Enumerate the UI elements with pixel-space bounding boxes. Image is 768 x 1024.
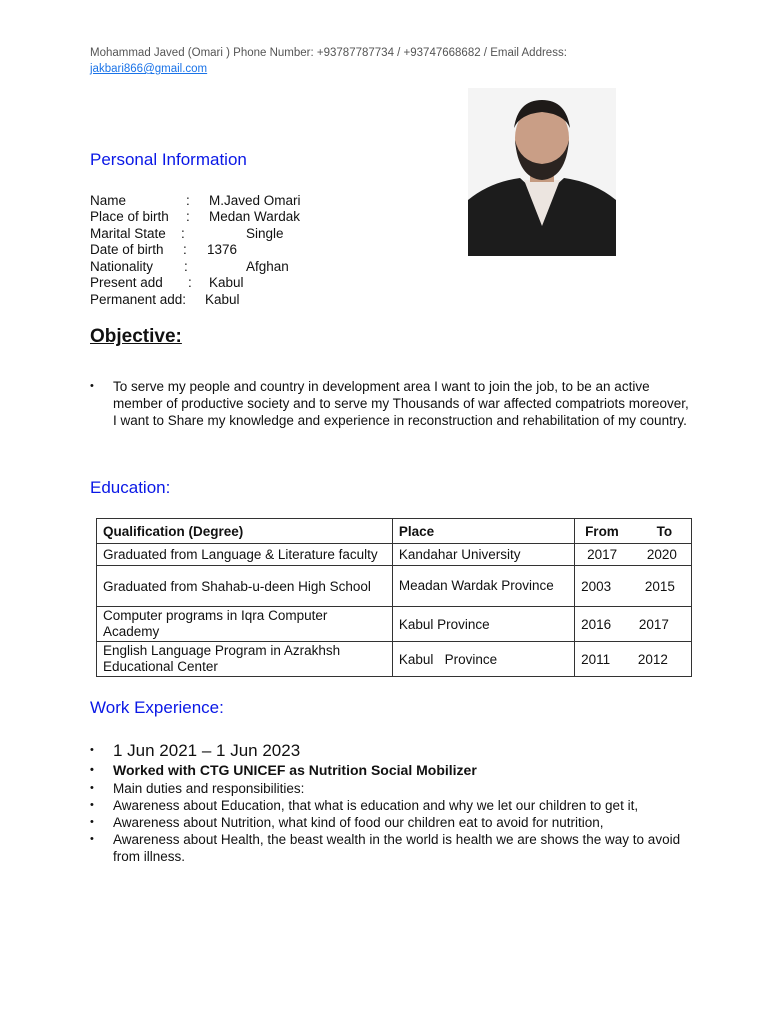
work-duty: • Awareness about Education, that what is education and why we let our children to get it, (90, 797, 690, 814)
cell-from: 2016 (581, 616, 612, 632)
col-qualification: Qualification (Degree) (97, 519, 393, 544)
work-role: • Worked with CTG UNICEF as Nutrition Social Mobilizer (90, 761, 690, 780)
cell-place: Kabul Province (392, 607, 574, 642)
personal-info-title: Personal Information (90, 150, 247, 169)
table-row (97, 642, 692, 677)
cell-from: 2003 (581, 578, 612, 594)
col-place: Place (392, 519, 574, 544)
cell-place: Kabul Province (392, 642, 574, 677)
pi-sep: : (183, 242, 187, 257)
cell-qualification: English Language Program in Azrakhsh Educational Center (97, 642, 393, 677)
cell-place: Kandahar University (392, 544, 574, 566)
pi-label: Date of birth (90, 242, 164, 257)
pi-label: Place of birth (90, 209, 169, 224)
col-to: To (656, 523, 673, 539)
table-row (97, 607, 692, 642)
pi-value: Kabul (209, 275, 244, 290)
work-experience-title: Work Experience: (90, 698, 224, 717)
col-from: From (585, 523, 619, 539)
table-header-row (97, 519, 692, 544)
pi-label: Permanent add: (90, 292, 187, 307)
cell-from: 2017 (587, 547, 618, 562)
profile-photo (468, 88, 616, 256)
pi-sep: : (181, 226, 185, 241)
pi-value: M.Javed Omari (209, 193, 301, 208)
pi-value: Medan Wardak (209, 209, 301, 224)
cell-qualification: Graduated from Language & Literature faculty (97, 544, 393, 566)
contact-line: Mohammad Javed (Omari ) Phone Number: +93787787734 / +93747668682 / Email Address: (90, 47, 567, 59)
objective-list (90, 378, 690, 429)
cell-qualification: Computer programs in Iqra Computer Academy (97, 607, 393, 642)
pi-label: Name (90, 193, 127, 208)
cell-from: 2011 (581, 651, 611, 667)
pi-sep: : (188, 275, 192, 290)
person-photo-icon (468, 88, 616, 256)
pi-sep: : (186, 209, 190, 224)
cell-years (575, 544, 692, 566)
pi-sep: : (184, 259, 188, 274)
cell-years (575, 566, 692, 607)
contact-header (90, 45, 690, 77)
work-period: • 1 Jun 2021 – 1 Jun 2023 (90, 740, 690, 761)
pi-sep: : (186, 193, 190, 208)
objective-text: • To serve my people and country in development area I want to join the job, to be an active member of productive society and to serve my Thousands of war affected compatriots moreover, I want to Share my knowledge and experience in reconstruction and rehabilitation of my country. (90, 378, 690, 429)
pi-value: Kabul (205, 292, 240, 307)
table-row (97, 544, 692, 566)
work-duties-intro: • Main duties and responsibilities: (90, 780, 690, 797)
cell-to: 2020 (646, 547, 677, 562)
cell-years (575, 607, 692, 642)
email-link[interactable]: jakbari866@gmail.com (90, 63, 208, 75)
education-title: Education: (90, 478, 171, 497)
pi-label: Nationality (90, 259, 154, 274)
pi-value: Afghan (246, 259, 289, 274)
cell-to: 2017 (638, 616, 669, 632)
pi-label: Present add (90, 275, 163, 290)
cell-to: 2012 (637, 651, 668, 667)
work-duty: • Awareness about Nutrition, what kind of food our children eat to avoid for nutrition, (90, 814, 690, 831)
cell-to: 2015 (644, 578, 675, 594)
cell-place: Meadan Wardak Province (392, 566, 574, 607)
work-list (90, 740, 690, 865)
cell-qualification: Graduated from Shahab-u-deen High School (97, 566, 393, 607)
pi-value: Single (246, 226, 284, 241)
col-from-to (575, 519, 692, 544)
pi-value: 1376 (207, 242, 238, 257)
education-table (96, 518, 692, 677)
table-row (97, 566, 692, 607)
objective-title: Objective: (90, 326, 182, 347)
cell-years (575, 642, 692, 677)
work-duty: • Awareness about Health, the beast wealth in the world is health we are shows the way to avoid from illness. (90, 831, 690, 865)
pi-label: Marital State (90, 226, 166, 241)
